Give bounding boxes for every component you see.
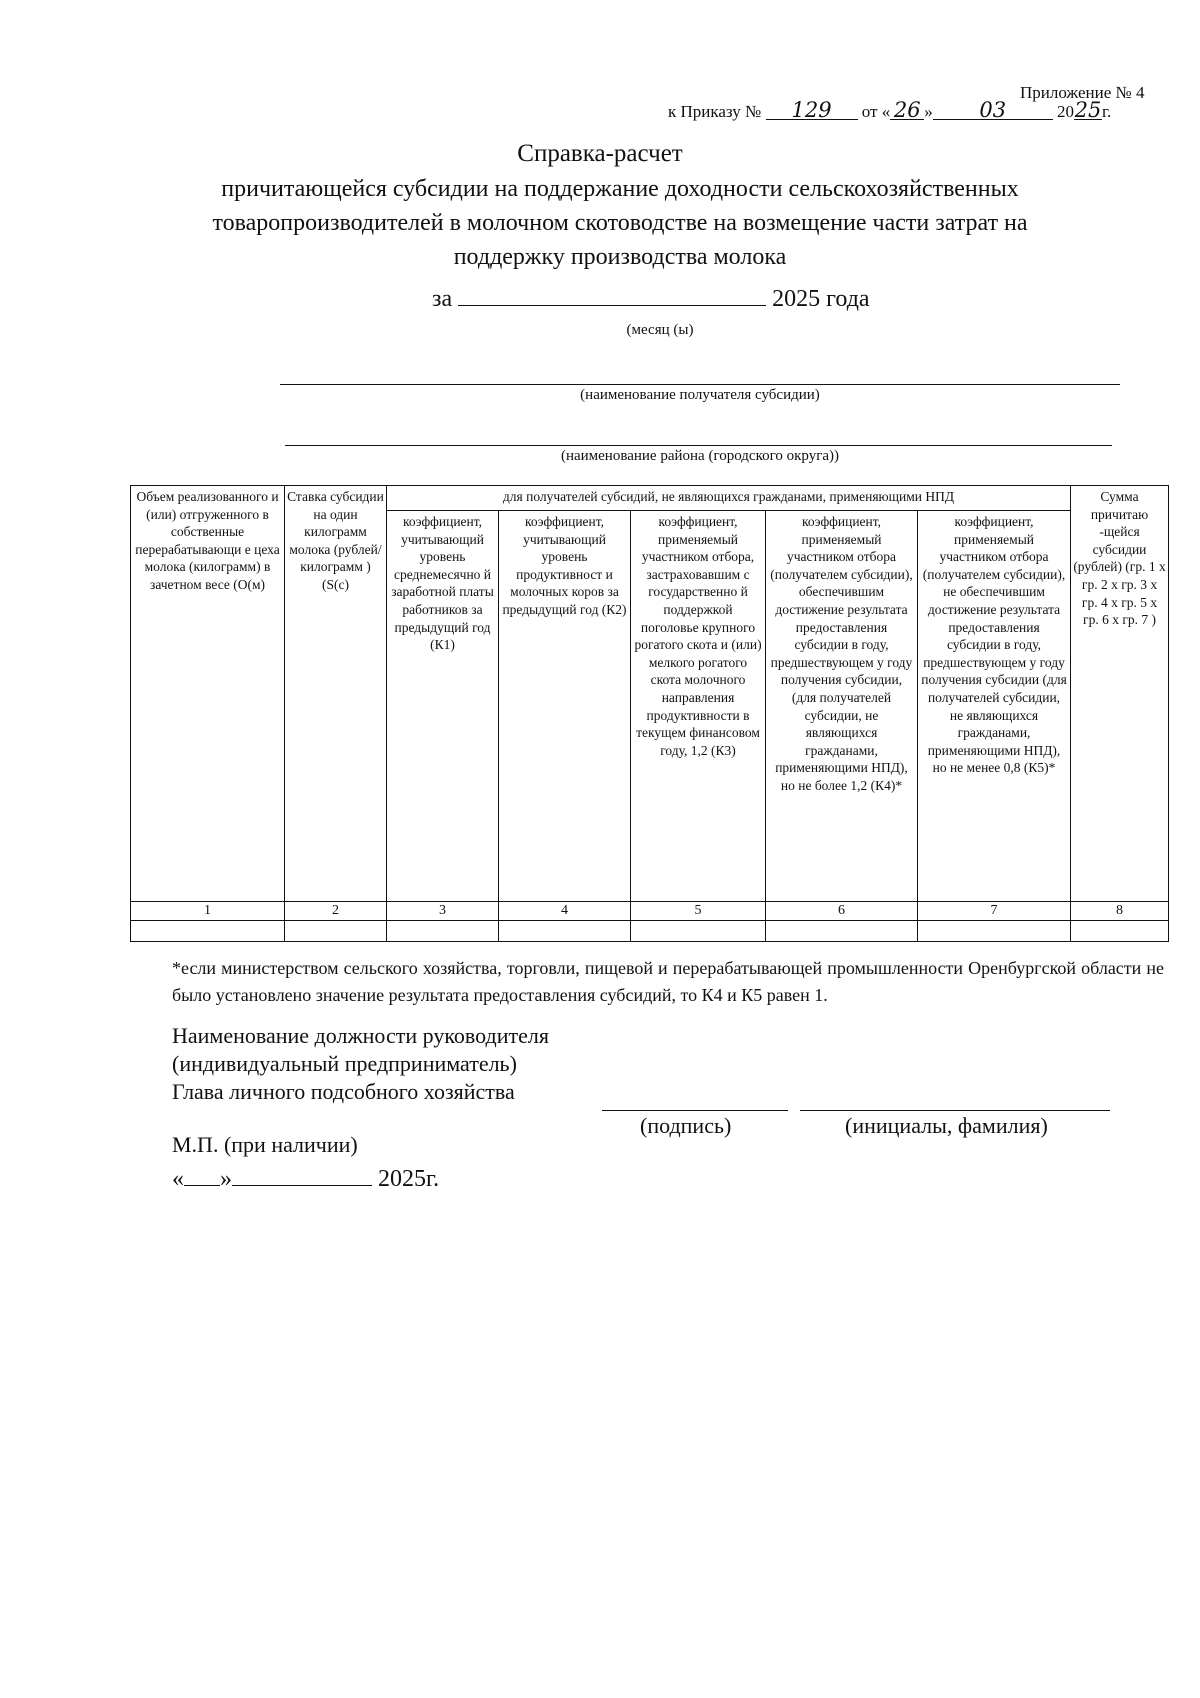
period-month-field[interactable]	[458, 283, 766, 306]
recipient-caption: (наименование получателя субсидии)	[580, 387, 820, 403]
column-number: 3	[387, 902, 499, 921]
order-number: 129	[766, 101, 858, 120]
period-caption: (месяц (ы)	[626, 322, 694, 338]
header-sum: Сумма причитаю -щейся субсидии (рублей) (гр. 1 х гр. 2 х гр. 3 х гр. 4 х гр. 5 х гр. 6 х гр. 7 )	[1071, 486, 1169, 902]
order-reference	[668, 98, 1112, 122]
header-k1: коэффициент, учитывающий уровень среднемесячно й заработной платы работников за предыдущий год (К1)	[387, 511, 499, 902]
cell-k3[interactable]	[631, 920, 766, 941]
stamp-note: М.П. (при наличии)	[172, 1132, 358, 1157]
signing-date	[172, 1165, 439, 1193]
order-year-unit: г.	[1101, 102, 1112, 121]
signatory-title-line3: Глава личного подсобного хозяйства	[172, 1079, 515, 1104]
cell-rate[interactable]	[285, 920, 387, 941]
district-field[interactable]	[285, 445, 1112, 446]
date-close-quote: »	[220, 1166, 232, 1192]
order-day-close: »	[924, 102, 933, 121]
period-year: 2025 года	[772, 286, 870, 312]
column-number: 6	[766, 902, 918, 921]
column-number-row	[131, 902, 1169, 921]
signatory-title-line1: Наименование должности руководителя	[172, 1023, 549, 1048]
header-group-non-npd: для получателей субсидий, не являющихся гражданами, применяющими НПД	[387, 486, 1071, 511]
date-open-quote: «	[172, 1166, 184, 1192]
cell-volume[interactable]	[131, 920, 285, 941]
header-k5: коэффициент, применяемый участником отбора (получателем субсидии), не обеспечившим достижение результата предоставления субсидии в году, предшествующем у году получения субсидии (для получателей субсидии, не являющихся гражданами, применяющими НПД), но не менее 0,8 (К5)*	[918, 511, 1071, 902]
order-from-label: от «	[861, 102, 891, 121]
order-year-suffix: 25	[1074, 98, 1102, 122]
cell-k5[interactable]	[918, 920, 1071, 941]
order-month: 03	[933, 101, 1053, 120]
document-subtitle: причитающейся субсидии на поддержание доходности сельскохозяйственных товаропроизводителей в молочном скотоводстве на возмещение части затрат на поддержку производства молока	[212, 176, 1028, 270]
calculation-table	[130, 485, 1169, 942]
column-number: 8	[1071, 902, 1169, 921]
header-k2: коэффициент, учитывающий уровень продуктивност и молочных коров за предыдущий год (К2)	[499, 511, 631, 902]
cell-k1[interactable]	[387, 920, 499, 941]
date-month-field[interactable]	[232, 1165, 372, 1186]
footnote: *если министерством сельского хозяйства, торговли, пищевой и перерабатывающей промышленности Оренбургской области не было установлено значение результата предоставления субсидий, то К4 и К5 равен 1.	[172, 958, 1164, 1005]
column-number: 4	[499, 902, 631, 921]
order-prefix: к Приказу №	[668, 102, 762, 121]
column-number: 5	[631, 902, 766, 921]
signature-field[interactable]	[602, 1110, 788, 1111]
cell-k4[interactable]	[766, 920, 918, 941]
period-line	[432, 283, 870, 313]
date-year: 2025г.	[378, 1166, 440, 1192]
header-volume: Объем реализованного и (или) отгруженного в собственные перерабатывающи е цеха молока (килограмм) в зачетном весе (О(м)	[131, 486, 285, 902]
cell-k2[interactable]	[499, 920, 631, 941]
column-number: 2	[285, 902, 387, 921]
signature-block	[172, 1022, 549, 1106]
order-day: 26	[890, 101, 924, 120]
name-caption: (инициалы, фамилия)	[845, 1113, 1048, 1138]
header-rate: Ставка субсидии на один килограмм молока (рублей/ килограмм ) (S(с)	[285, 486, 387, 902]
header-k3: коэффициент, применяемый участником отбора, застраховавшим с государственно й поддержкой поголовье крупного рогатого скота и (или) мелкого рогатого скота молочного направления продуктивности в текущем финансовом году, 1,2 (К3)	[631, 511, 766, 902]
document-title: Справка-расчет	[517, 140, 683, 167]
column-number: 1	[131, 902, 285, 921]
district-caption: (наименование района (городского округа))	[560, 448, 840, 464]
annex-label: Приложение № 4	[1020, 83, 1145, 102]
signatory-title-line2: (индивидуальный предприниматель)	[172, 1051, 517, 1076]
table-row	[131, 920, 1169, 941]
date-day-field[interactable]	[184, 1165, 220, 1186]
recipient-field[interactable]	[280, 384, 1120, 385]
header-k4: коэффициент, применяемый участником отбора (получателем субсидии), обеспечившим достижение результата предоставления субсидии в году, предшествующем у году получения субсидии, (для получателей субсидии, не являющихся гражданами, применяющими НПД), но не более 1,2 (К4)*	[766, 511, 918, 902]
name-field[interactable]	[800, 1110, 1110, 1111]
signature-caption: (подпись)	[640, 1113, 732, 1138]
column-number: 7	[918, 902, 1071, 921]
order-year-prefix: 20	[1056, 102, 1074, 121]
period-prefix: за	[432, 286, 453, 312]
cell-sum[interactable]	[1071, 920, 1169, 941]
